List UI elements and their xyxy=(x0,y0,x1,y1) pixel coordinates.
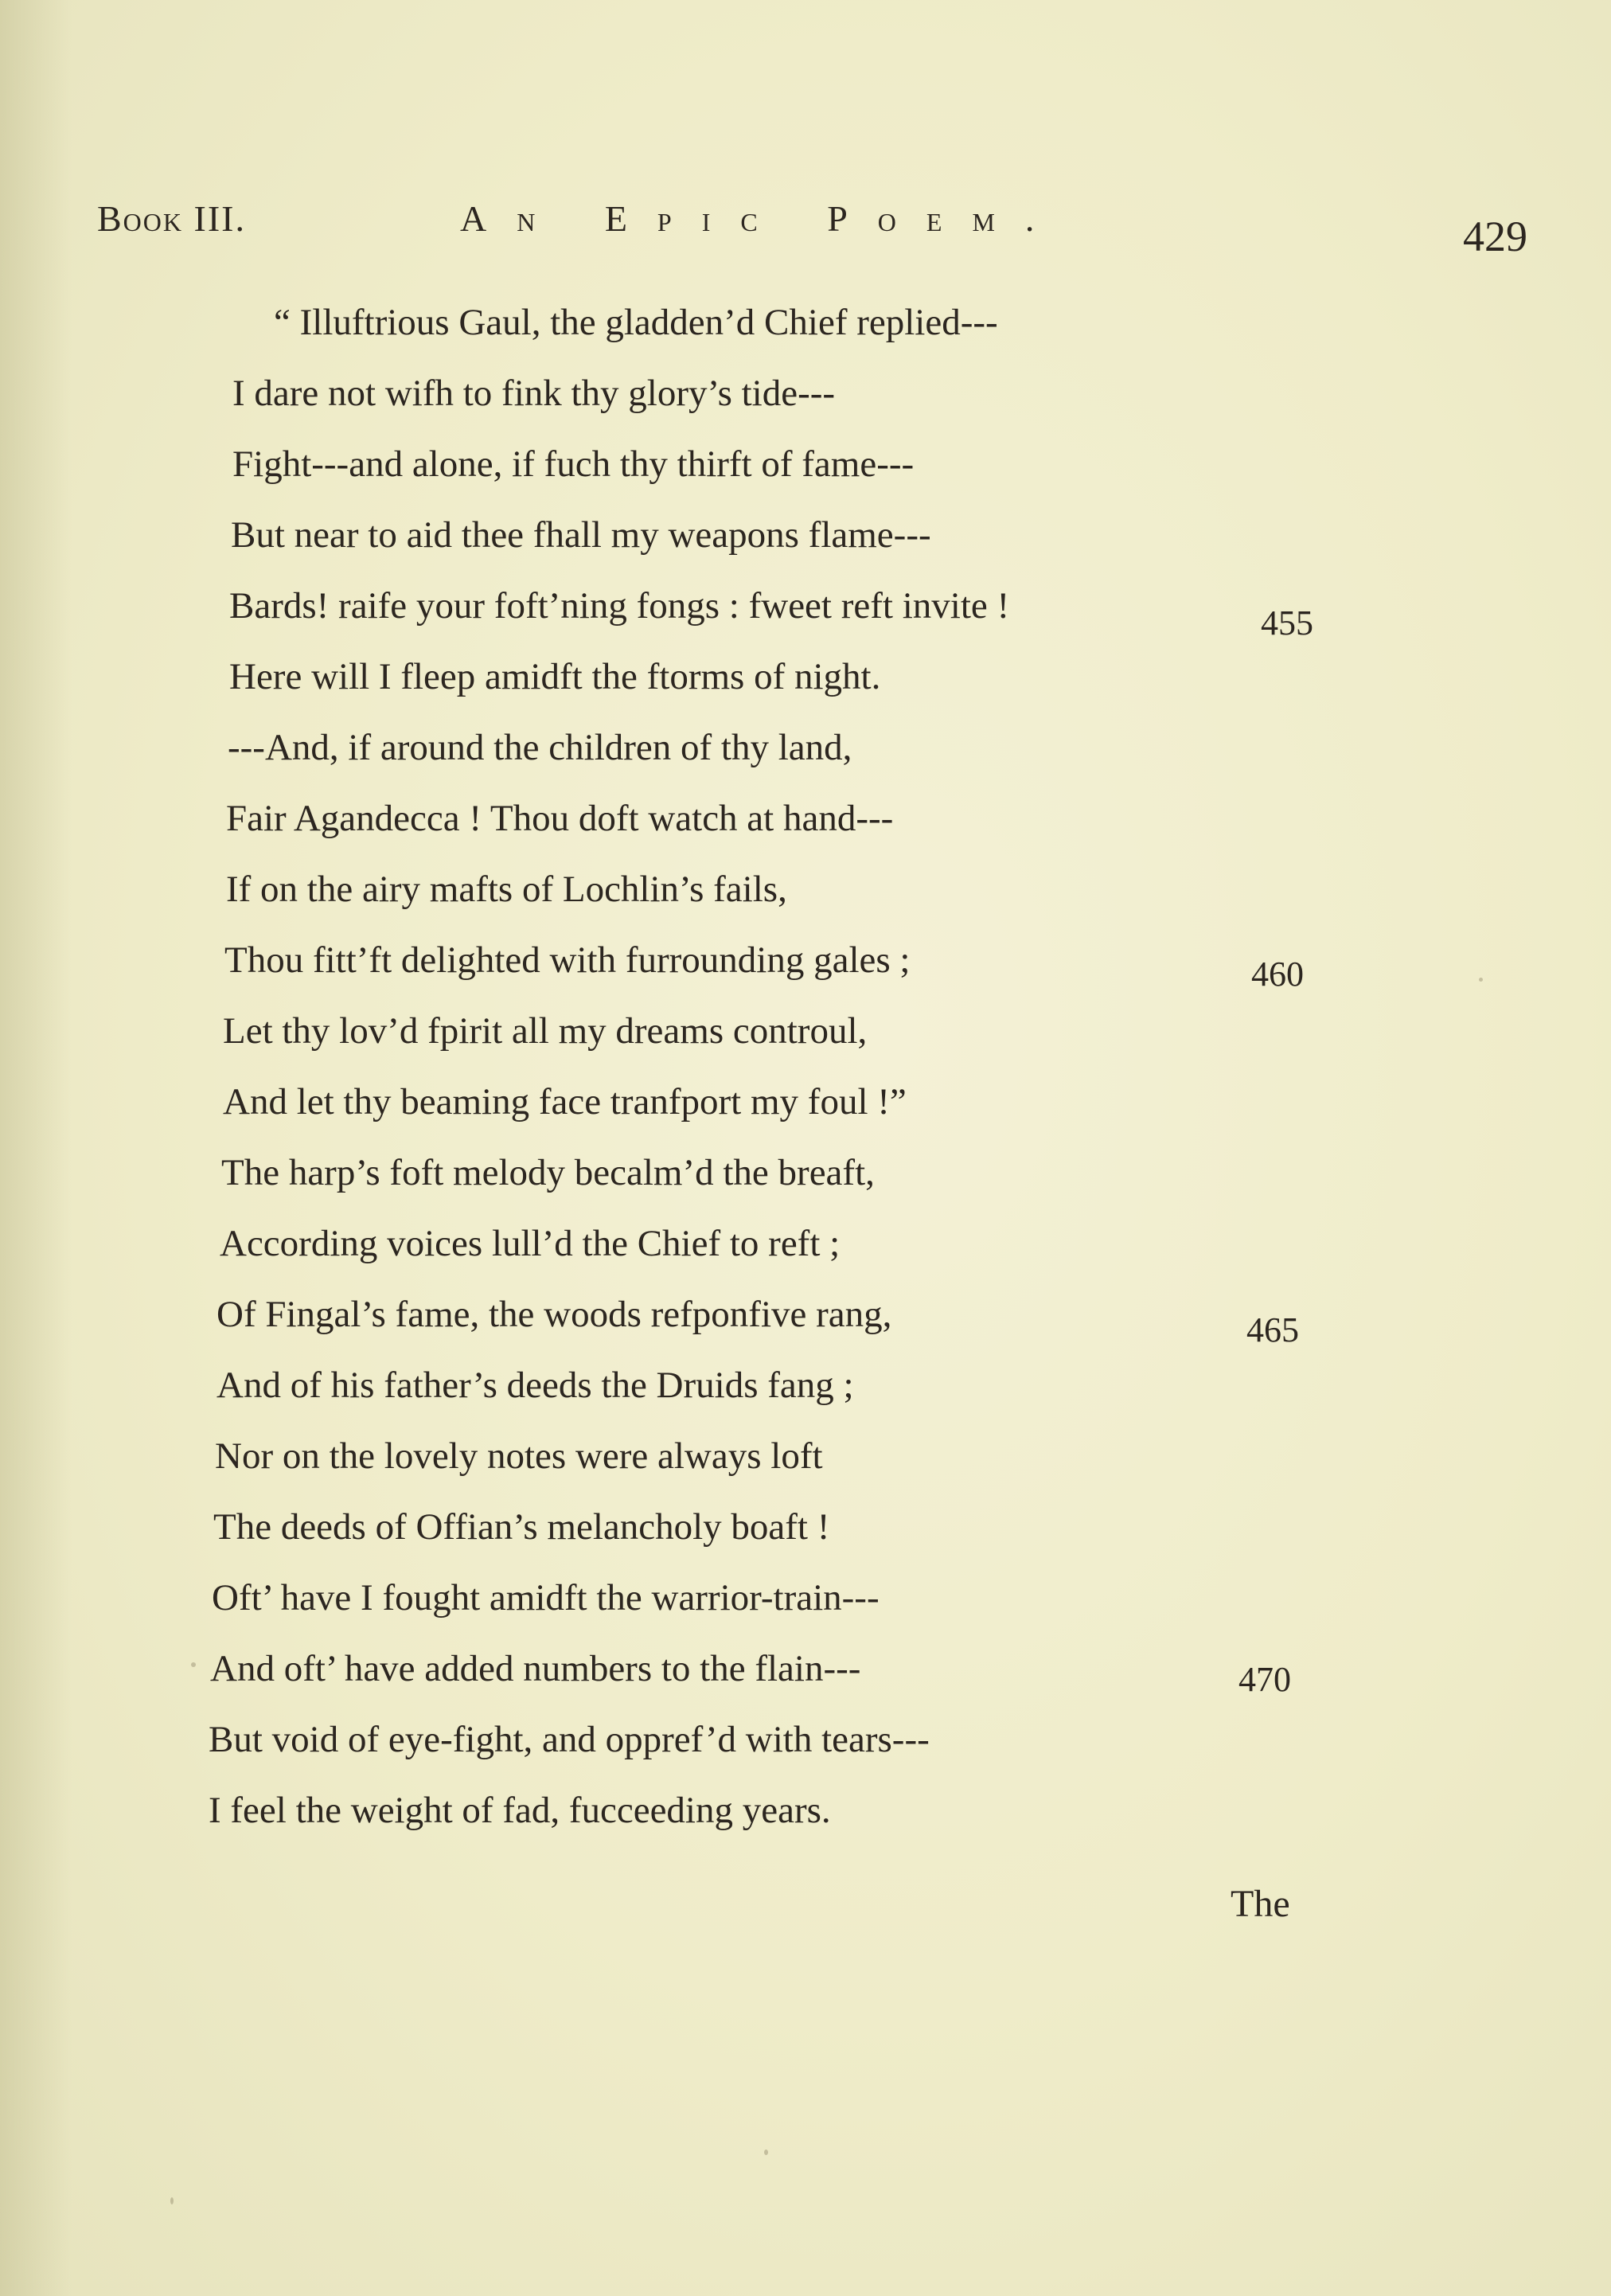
verse-text: Here will I fleep amidft the ftorms of night. xyxy=(229,656,881,697)
paper-speck xyxy=(170,2197,174,2204)
line-number: 465 xyxy=(1246,1310,1299,1349)
line-number: 455 xyxy=(1261,603,1313,642)
catchword: The xyxy=(1231,1883,1290,1925)
verse-text: I dare not wifh to fink thy glory’s tide--- xyxy=(232,373,836,414)
verse-text: Bards! raife your foft’ning fongs : fweet reft invite ! xyxy=(229,585,1010,627)
verse-text: Nor on the lovely notes were always loft xyxy=(215,1435,823,1477)
verse-text: But void of eye-fight, and oppref’d with tears--- xyxy=(209,1719,930,1760)
verse-text: If on the airy mafts of Lochlin’s fails, xyxy=(226,869,787,910)
paper-speck xyxy=(764,2150,768,2155)
verse-text: The harp’s foft melody becalm’d the breaft, xyxy=(221,1152,875,1193)
verse-text: Fight---and alone, if fuch thy thirft of fame--- xyxy=(232,443,915,485)
verse-text: “ Illuftrious Gaul, the gladden’d Chief replied--- xyxy=(274,302,998,343)
running-title: An Epic Poem. xyxy=(460,198,1065,239)
verse-text: Let thy lov’d fpirit all my dreams controul, xyxy=(223,1010,868,1052)
verse-text: And let thy beaming face tranfport my foul !” xyxy=(223,1081,907,1123)
verse-text: ---And, if around the children of thy land, xyxy=(228,727,852,768)
running-header xyxy=(0,197,1611,260)
verse-text: The deeds of Offian’s melancholy boaft ! xyxy=(213,1506,830,1548)
verse-text: Oft’ have I fought amidft the warrior-train--- xyxy=(212,1577,880,1619)
verse-text: And of his father’s deeds the Druids fang ; xyxy=(216,1365,854,1406)
verse-text: I feel the weight of fad, fucceeding years. xyxy=(209,1790,831,1831)
line-number: 470 xyxy=(1238,1660,1291,1699)
verse-text: Of Fingal’s fame, the woods refponfive rang, xyxy=(216,1294,892,1335)
verse-text: But near to aid thee fhall my weapons flame--- xyxy=(231,514,931,556)
paper-speck xyxy=(191,1662,196,1667)
verse-text: According voices lull’d the Chief to reft ; xyxy=(220,1223,841,1264)
line-number: 460 xyxy=(1251,955,1304,994)
verse-text: Thou fitt’ft delighted with furrounding gales ; xyxy=(224,939,911,981)
page-number: 429 xyxy=(1463,213,1527,260)
paper-speck xyxy=(1479,978,1483,982)
verse-text: Fair Agandecca ! Thou doft watch at hand--- xyxy=(226,798,894,839)
verse-text: And oft’ have added numbers to the flain--- xyxy=(210,1648,861,1689)
book-label: Book III. xyxy=(97,198,246,239)
